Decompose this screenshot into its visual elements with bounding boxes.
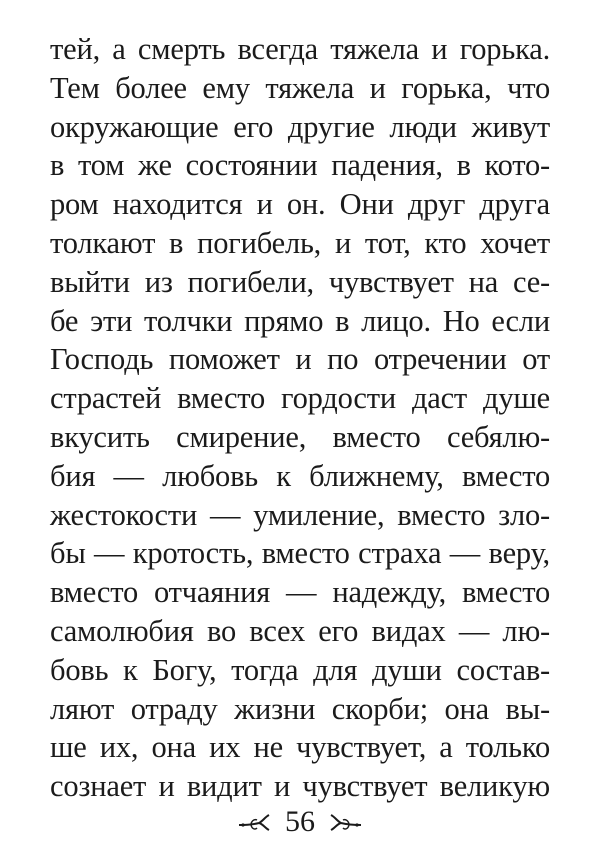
text-line: вместо отчаяния — надежду, вместо <box>50 575 550 610</box>
text-line: толкают в погибель, и тот, кто хочет <box>50 225 550 260</box>
text-line: бия — любовь к ближнему, вместо <box>50 458 550 493</box>
text-line: тей, а смерть всегда тяжела и горька. <box>50 32 550 66</box>
text-line: страстей вместо гордости даст душе <box>50 381 550 416</box>
text-line: ляют отраду жизни скорби; она вы- <box>50 691 550 726</box>
page-number: 56 <box>285 805 315 838</box>
text-line: Господь поможет и по отречении от <box>50 342 550 377</box>
text-line: ром находится и он. Они друг друга <box>50 187 550 222</box>
page-footer <box>0 802 600 842</box>
text-line: в том же состоянии падения, в кото- <box>50 148 550 183</box>
ornament-right-icon <box>327 811 363 833</box>
text-line: вкусить смирение, вместо себялю- <box>50 419 550 454</box>
body-text <box>50 30 550 806</box>
text-line: самолюбия во всех его видах — лю- <box>50 613 550 648</box>
text-line: бы — кротость, вместо страха — веру, <box>50 536 550 571</box>
text-line: жестокости — умиление, вместо зло- <box>50 497 550 532</box>
text-line: окружающие его другие люди живут <box>50 109 550 144</box>
text-line: Тем более ему тяжела и горька, что <box>50 70 550 105</box>
text-line: бе эти толчки прямо в лицо. Но если <box>50 303 550 338</box>
text-line: сознает и видит и чувствует великую <box>50 769 550 804</box>
text-line: выйти из погибели, чувствует на се- <box>50 264 550 299</box>
text-line: бовь к Богу, тогда для души состав- <box>50 652 550 687</box>
ornament-left-icon <box>237 811 273 833</box>
text-line: ше их, она их не чувствует, а только <box>50 730 550 765</box>
